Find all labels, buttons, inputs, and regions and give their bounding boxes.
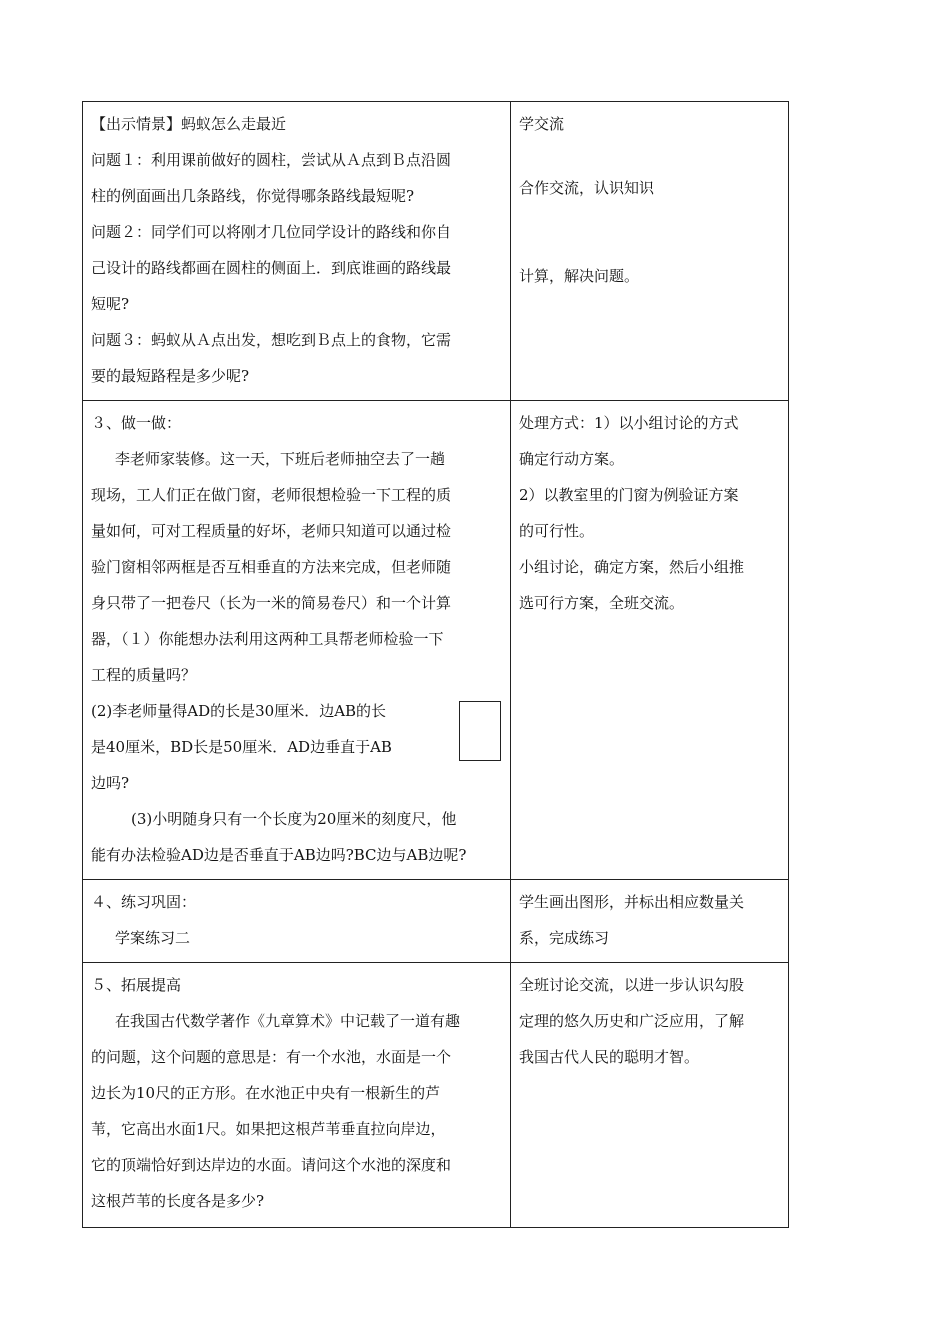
text-line: 确定行动方案。 [519, 450, 625, 468]
text-line: 是40厘米，BD长是50厘米．AD边垂直于AB [91, 738, 392, 756]
method-cell [511, 102, 789, 401]
section-heading: 【出示情景】蚂蚁怎么走最近 [91, 115, 287, 133]
text-line: 柱的例面画出几条路线，你觉得哪条路线最短呢? [91, 187, 415, 205]
section-heading: ３、做一做： [91, 414, 182, 432]
text-line: 学案练习二 [115, 929, 191, 947]
text-line: 这根芦苇的长度各是多少? [91, 1192, 265, 1210]
text-line: 量如何，可对工程质量的好坏，老师只知道可以通过检 [91, 522, 452, 540]
text-line: 学交流 [519, 115, 565, 133]
section-heading: ５、拓展提高 [91, 976, 182, 994]
text-line: 合作交流，认识知识 [519, 179, 655, 197]
text-line: 系，完成练习 [519, 929, 610, 947]
lesson-plan-table [82, 101, 789, 1228]
door-frame-rectangle [459, 701, 501, 761]
text-line: 处理方式：1）以小组讨论的方式 [519, 414, 739, 432]
method-cell [511, 963, 789, 1228]
text-line: 器，（１）你能想办法利用这两种工具帮老师检验一下 [91, 630, 444, 648]
table-row [83, 963, 789, 1228]
text-line: 李老师家装修。这一天，下班后老师抽空去了一趟 [115, 450, 446, 468]
text-line: 验门窗相邻两框是否互相垂直的方法来完成，但老师随 [91, 558, 452, 576]
activity-cell [83, 963, 511, 1228]
text-line: 学生画出图形，并标出相应数量关 [519, 893, 745, 911]
text-line: 短呢? [91, 295, 130, 313]
text-line: 问题３：蚂蚁从Ａ点出发，想吃到Ｂ点上的食物，它需 [91, 331, 452, 349]
text-line: (2)李老师量得AD的长是30厘米．边AB的长 [91, 702, 387, 720]
text-line: 在我国古代数学著作《九章算术》中记载了一道有趣 [115, 1012, 461, 1030]
text-line: 的问题，这个问题的意思是：有一个水池，水面是一个 [91, 1048, 452, 1066]
method-cell [511, 880, 789, 963]
text-line: 全班讨论交流，以进一步认识勾股 [519, 976, 745, 994]
text-line: (3)小明随身只有一个长度为20厘米的刻度尺，他 [131, 810, 457, 828]
method-cell [511, 401, 789, 880]
text-line: 工程的质量吗？ [91, 666, 197, 684]
text-line: 问题２：同学们可以将刚才几位同学设计的路线和你自 [91, 223, 452, 241]
text-line: 选可行方案，全班交流。 [519, 594, 685, 612]
text-line: 2）以教室里的门窗为例验证方案 [519, 486, 739, 504]
text-line: 己设计的路线都画在圆柱的侧面上．到底谁画的路线最 [91, 259, 452, 277]
table-row [83, 401, 789, 880]
text-line: 苇，它高出水面1尺。如果把这根芦苇垂直拉向岸边， [91, 1120, 446, 1138]
text-line: 我国古代人民的聪明才智。 [519, 1048, 700, 1066]
text-line: 问题１：利用课前做好的圆柱，尝试从Ａ点到Ｂ点沿圆 [91, 151, 452, 169]
text-line: 计算，解决问题。 [519, 267, 640, 285]
text-line: 的可行性。 [519, 522, 595, 540]
text-line: 要的最短路程是多少呢? [91, 367, 250, 385]
text-line: 能有办法检验AD边是否垂直于AB边吗?BC边与AB边呢? [91, 846, 467, 864]
table-row [83, 880, 789, 963]
text-line: 它的顶端恰好到达岸边的水面。请问这个水池的深度和 [91, 1156, 452, 1174]
activity-cell [83, 401, 511, 880]
activity-cell [83, 102, 511, 401]
text-line: 现场，工人们正在做门窗，老师很想检验一下工程的质 [91, 486, 452, 504]
activity-cell [83, 880, 511, 963]
table-row [83, 102, 789, 401]
text-line: 边吗? [91, 774, 130, 792]
text-line: 边长为10尺的正方形。在水池正中央有一根新生的芦 [91, 1084, 441, 1102]
text-line: 身只带了一把卷尺（长为一米的简易卷尺）和一个计算 [91, 594, 452, 612]
text-line: 定理的悠久历史和广泛应用，了解 [519, 1012, 745, 1030]
figure-block [91, 693, 503, 801]
text-line: 小组讨论，确定方案，然后小组推 [519, 558, 745, 576]
section-heading: ４、练习巩固： [91, 893, 197, 911]
